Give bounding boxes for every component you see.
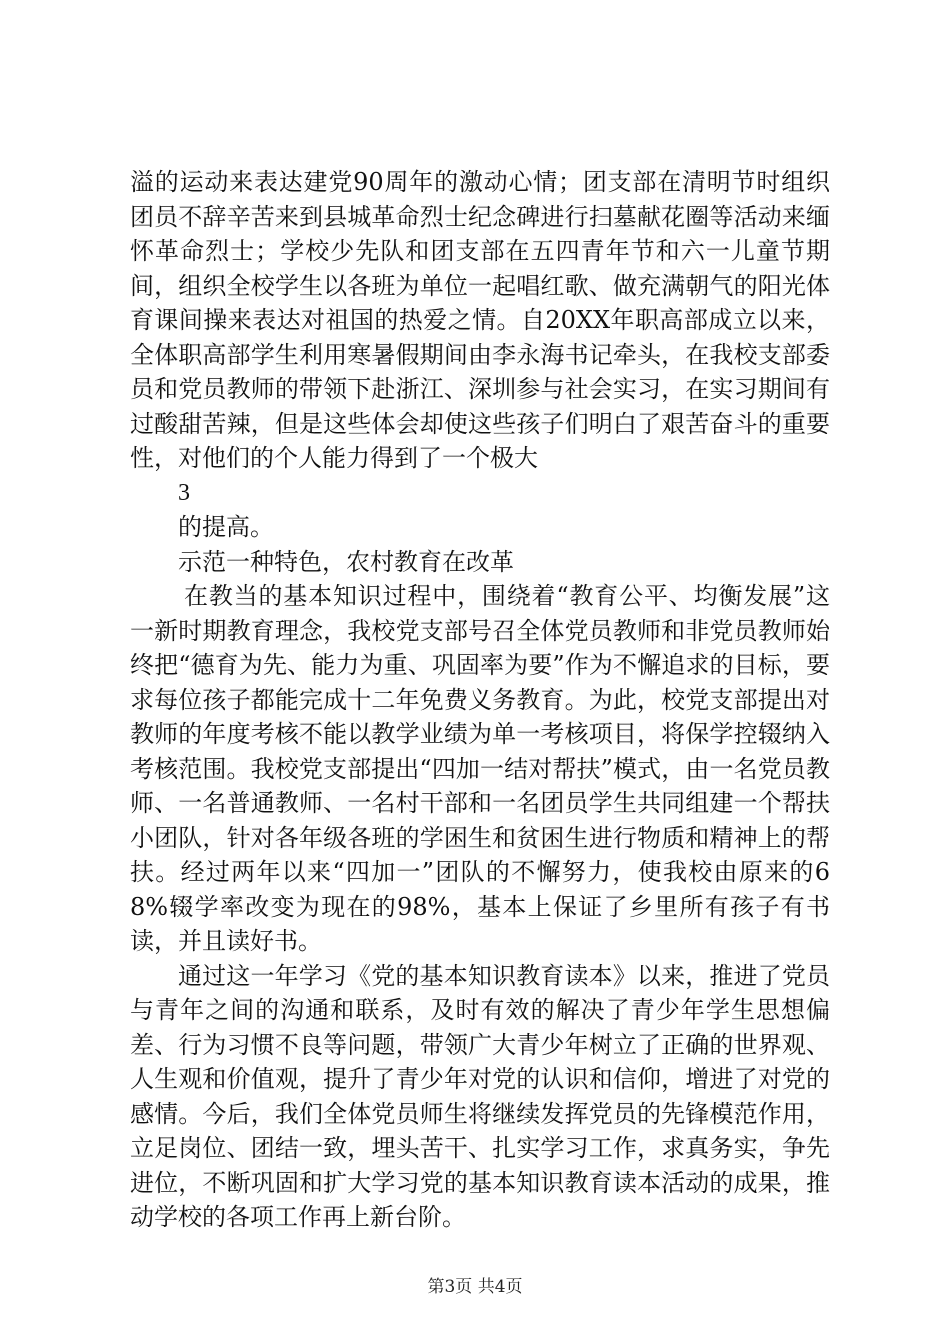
document-body	[130, 165, 830, 1235]
page-footer: 第3页 共4页	[427, 1277, 523, 1297]
inline-page-number: 3	[178, 479, 190, 506]
body-paragraph-3: 通过这一年学习《党的基本知识教育读本》以来，推进了党员与青年之间的沟通和联系，及时有效的解决了青少年学生思想偏差、行为习惯不良等问题，带领广大青少年树立了正确的世界观、人生观和价值观，提升了青少年对党的认识和信仰，增进了对党的感情。今后，我们全体党员师生将继续发挥党员的先锋模范作用，立足岗位、团结一致，埋头苦干、扎实学习工作，求真务实，争先进位，不断巩固和扩大学习党的基本知识教育读本活动的成果，推动学校的各项工作再上新台阶。	[130, 961, 830, 1231]
section-heading: 示范一种特色，农村教育在改革	[178, 547, 514, 576]
body-paragraph-2: 在教当的基本知识过程中，围绕着“教育公平、均衡发展”这一新时期教育理念，我校党支部号召全体党员教师和非党员教师始终把“德育为先、能力为重、巩固率为要”作为不懈追求的目标，要求每位孩子都能完成十二年免费义务教育。为此，校党支部提出对教师的年度考核不能以教学业绩为单一考核项目，将保学控辍纳入考核范围。我校党支部提出“四加一结对帮扶”模式，由一名党员教师、一名普通教师、一名村干部和一名团员学生共同组建一个帮扶小团队，针对各年级各班的学困生和贫困生进行物质和精神上的帮扶。经过两年以来“四加一”团队的不懈努力，使我校由原来的68%辍学率改变为现在的98%，基本上保证了乡里所有孩子有书读，并且读好书。	[130, 582, 830, 955]
continuation-paragraph: 溢的运动来表达建党90周年的激动心情；团支部在清明节时组织团员不辞辛苦来到县城革命烈士纪念碑进行扫墓献花圈等活动来缅怀革命烈士；学校少先队和团支部在五四青年节和六一儿童节期间，组织全校学生以各班为单位一起唱红歌、做充满朝气的阳光体育课间操来表达对祖国的热爱之情。自20XX年职高部成立以来，全体职高部学生利用寒暑假期间由李永海书记牵头，在我校支部委员和党员教师的带领下赴浙江、深圳参与社会实习，在实习期间有过酸甜苦辣，但是这些体会却使这些孩子们明白了艰苦奋斗的重要性，对他们的个人能力得到了一个极大	[130, 168, 830, 472]
continuation-end: 的提高。	[178, 513, 274, 541]
